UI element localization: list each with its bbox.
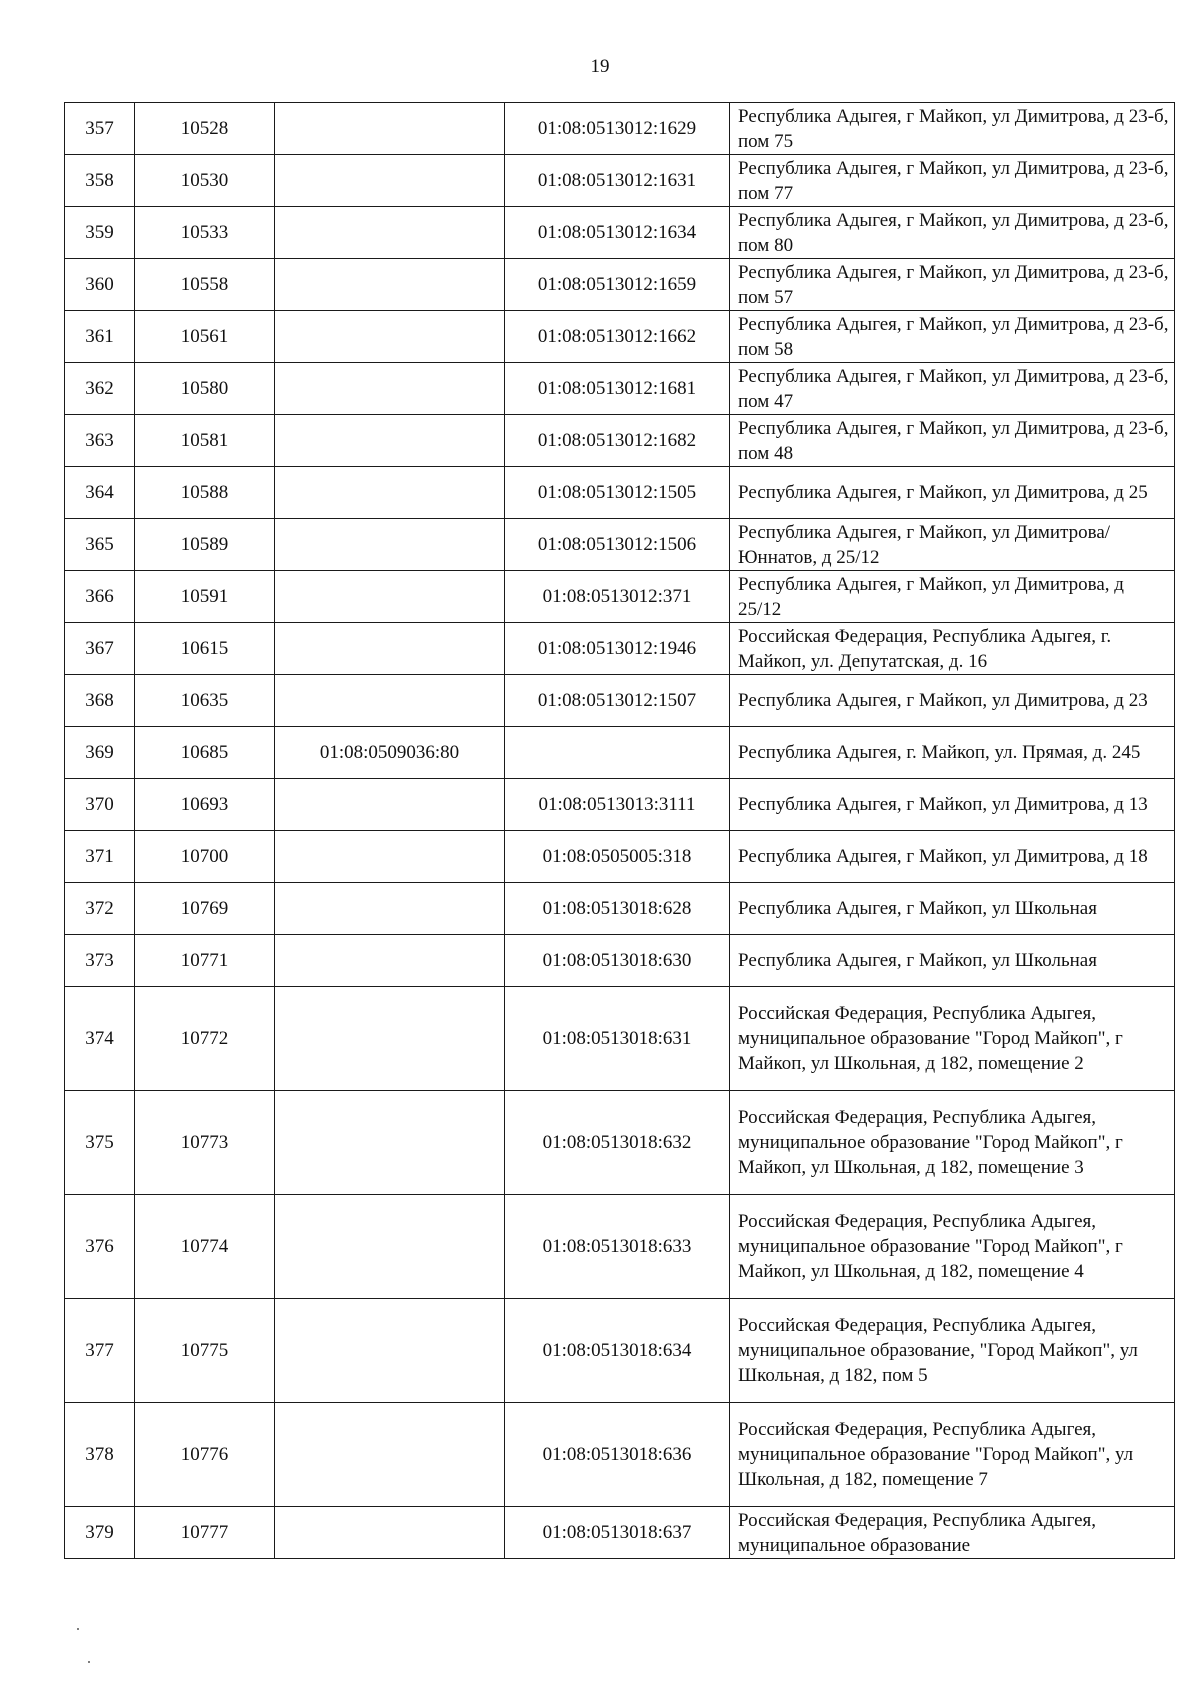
address: Республика Адыгея, г Майкоп, ул Димитрова, д 23-б, пом 47 — [730, 363, 1175, 415]
register-body — [65, 103, 1175, 1559]
table-row — [65, 935, 1175, 987]
row-number: 371 — [65, 831, 135, 883]
row-number: 369 — [65, 727, 135, 779]
object-cadastral-number: 01:08:0513012:1634 — [505, 207, 730, 259]
address: Российская Федерация, Республика Адыгея, муниципальное образование, "Город Майкоп", ул Школьная, д 182, пом 5 — [730, 1299, 1175, 1403]
object-cadastral-number: 01:08:0513018:637 — [505, 1507, 730, 1559]
address: Российская Федерация, Республика Адыгея, муниципальное образование "Город Майкоп", ул Школьная, д 182, помещение 7 — [730, 1403, 1175, 1507]
address: Российская Федерация, Республика Адыгея, муниципальное образование "Город Майкоп", г Майкоп, ул Школьная, д 182, помещение 4 — [730, 1195, 1175, 1299]
object-cadastral-number: 01:08:0513012:1506 — [505, 519, 730, 571]
row-number: 370 — [65, 779, 135, 831]
registry-number: 10777 — [135, 1507, 275, 1559]
object-cadastral-number: 01:08:0513012:371 — [505, 571, 730, 623]
object-cadastral-number: 01:08:0513013:3111 — [505, 779, 730, 831]
row-number: 378 — [65, 1403, 135, 1507]
table-row — [65, 1299, 1175, 1403]
registry-number: 10775 — [135, 1299, 275, 1403]
table-row — [65, 623, 1175, 675]
page-number: 19 — [590, 56, 610, 77]
registry-number: 10533 — [135, 207, 275, 259]
scan-speck — [88, 1661, 90, 1663]
table-row — [65, 727, 1175, 779]
land-cadastral-number — [275, 1507, 505, 1559]
object-cadastral-number: 01:08:0513012:1682 — [505, 415, 730, 467]
row-number: 367 — [65, 623, 135, 675]
address: Республика Адыгея, г Майкоп, ул Димитрова, д 25/12 — [730, 571, 1175, 623]
table-row — [65, 363, 1175, 415]
registry-number: 10530 — [135, 155, 275, 207]
row-number: 379 — [65, 1507, 135, 1559]
address: Российская Федерация, Республика Адыгея, г. Майкоп, ул. Депутатская, д. 16 — [730, 623, 1175, 675]
row-number: 363 — [65, 415, 135, 467]
registry-number: 10615 — [135, 623, 275, 675]
address: Республика Адыгея, г Майкоп, ул Димитрова, д 23 — [730, 675, 1175, 727]
registry-number: 10773 — [135, 1091, 275, 1195]
object-cadastral-number: 01:08:0513018:634 — [505, 1299, 730, 1403]
table-row — [65, 987, 1175, 1091]
land-cadastral-number — [275, 155, 505, 207]
address: Российская Федерация, Республика Адыгея, муниципальное образование — [730, 1507, 1175, 1559]
object-cadastral-number: 01:08:0513012:1662 — [505, 311, 730, 363]
address: Республика Адыгея, г Майкоп, ул Димитрова, д 23-б, пом 48 — [730, 415, 1175, 467]
table-row — [65, 779, 1175, 831]
registry-number: 10776 — [135, 1403, 275, 1507]
table-row — [65, 207, 1175, 259]
object-cadastral-number: 01:08:0513018:631 — [505, 987, 730, 1091]
row-number: 360 — [65, 259, 135, 311]
address: Республика Адыгея, г Майкоп, ул Димитрова, д 23-б, пом 57 — [730, 259, 1175, 311]
land-cadastral-number — [275, 571, 505, 623]
land-cadastral-number: 01:08:0509036:80 — [275, 727, 505, 779]
row-number: 359 — [65, 207, 135, 259]
land-cadastral-number — [275, 883, 505, 935]
row-number: 374 — [65, 987, 135, 1091]
row-number: 366 — [65, 571, 135, 623]
object-cadastral-number: 01:08:0513012:1505 — [505, 467, 730, 519]
row-number: 368 — [65, 675, 135, 727]
address: Республика Адыгея, г Майкоп, ул Димитрова, д 18 — [730, 831, 1175, 883]
table-row — [65, 571, 1175, 623]
registry-number: 10561 — [135, 311, 275, 363]
row-number: 361 — [65, 311, 135, 363]
address: Республика Адыгея, г Майкоп, ул Димитрова, д 23-б, пом 75 — [730, 103, 1175, 155]
land-cadastral-number — [275, 519, 505, 571]
property-register-table — [64, 102, 1175, 1559]
object-cadastral-number: 01:08:0513018:628 — [505, 883, 730, 935]
object-cadastral-number: 01:08:0513012:1659 — [505, 259, 730, 311]
land-cadastral-number — [275, 1091, 505, 1195]
address: Российская Федерация, Республика Адыгея, муниципальное образование "Город Майкоп", г Майкоп, ул Школьная, д 182, помещение 2 — [730, 987, 1175, 1091]
table-row — [65, 311, 1175, 363]
object-cadastral-number — [505, 727, 730, 779]
row-number: 372 — [65, 883, 135, 935]
registry-number: 10771 — [135, 935, 275, 987]
address: Республика Адыгея, г Майкоп, ул Димитрова, д 23-б, пом 80 — [730, 207, 1175, 259]
table-row — [65, 675, 1175, 727]
table-row — [65, 155, 1175, 207]
registry-number: 10769 — [135, 883, 275, 935]
row-number: 376 — [65, 1195, 135, 1299]
land-cadastral-number — [275, 311, 505, 363]
row-number: 357 — [65, 103, 135, 155]
row-number: 364 — [65, 467, 135, 519]
table-row — [65, 831, 1175, 883]
land-cadastral-number — [275, 103, 505, 155]
land-cadastral-number — [275, 259, 505, 311]
table-row — [65, 467, 1175, 519]
address: Республика Адыгея, г Майкоп, ул Димитрова, д 13 — [730, 779, 1175, 831]
object-cadastral-number: 01:08:0513018:632 — [505, 1091, 730, 1195]
row-number: 373 — [65, 935, 135, 987]
address: Республика Адыгея, г Майкоп, ул Школьная — [730, 883, 1175, 935]
object-cadastral-number: 01:08:0513012:1681 — [505, 363, 730, 415]
land-cadastral-number — [275, 935, 505, 987]
row-number: 365 — [65, 519, 135, 571]
object-cadastral-number: 01:08:0513012:1629 — [505, 103, 730, 155]
object-cadastral-number: 01:08:0513012:1507 — [505, 675, 730, 727]
land-cadastral-number — [275, 1403, 505, 1507]
object-cadastral-number: 01:08:0513018:630 — [505, 935, 730, 987]
land-cadastral-number — [275, 1299, 505, 1403]
registry-number: 10700 — [135, 831, 275, 883]
land-cadastral-number — [275, 207, 505, 259]
table-row — [65, 883, 1175, 935]
address: Республика Адыгея, г Майкоп, ул Димитрова, д 23-б, пом 77 — [730, 155, 1175, 207]
address: Республика Адыгея, г. Майкоп, ул. Прямая, д. 245 — [730, 727, 1175, 779]
table-row — [65, 415, 1175, 467]
table-row — [65, 1091, 1175, 1195]
land-cadastral-number — [275, 675, 505, 727]
land-cadastral-number — [275, 1195, 505, 1299]
table-row — [65, 1507, 1175, 1559]
address: Республика Адыгея, г Майкоп, ул Димитрова/Юннатов, д 25/12 — [730, 519, 1175, 571]
land-cadastral-number — [275, 779, 505, 831]
registry-number: 10772 — [135, 987, 275, 1091]
object-cadastral-number: 01:08:0505005:318 — [505, 831, 730, 883]
object-cadastral-number: 01:08:0513012:1946 — [505, 623, 730, 675]
registry-number: 10588 — [135, 467, 275, 519]
address: Республика Адыгея, г Майкоп, ул Димитрова, д 23-б, пом 58 — [730, 311, 1175, 363]
object-cadastral-number: 01:08:0513018:636 — [505, 1403, 730, 1507]
row-number: 375 — [65, 1091, 135, 1195]
table-row — [65, 519, 1175, 571]
registry-number: 10589 — [135, 519, 275, 571]
registry-number: 10558 — [135, 259, 275, 311]
row-number: 358 — [65, 155, 135, 207]
table-row — [65, 1195, 1175, 1299]
row-number: 377 — [65, 1299, 135, 1403]
land-cadastral-number — [275, 623, 505, 675]
land-cadastral-number — [275, 467, 505, 519]
registry-number: 10774 — [135, 1195, 275, 1299]
registry-number: 10581 — [135, 415, 275, 467]
address: Республика Адыгея, г Майкоп, ул Димитрова, д 25 — [730, 467, 1175, 519]
table-row — [65, 103, 1175, 155]
registry-number: 10528 — [135, 103, 275, 155]
registry-number: 10580 — [135, 363, 275, 415]
registry-number: 10693 — [135, 779, 275, 831]
land-cadastral-number — [275, 987, 505, 1091]
registry-number: 10635 — [135, 675, 275, 727]
scan-speck — [77, 1628, 79, 1630]
address: Российская Федерация, Республика Адыгея, муниципальное образование "Город Майкоп", г Майкоп, ул Школьная, д 182, помещение 3 — [730, 1091, 1175, 1195]
land-cadastral-number — [275, 831, 505, 883]
table-row — [65, 1403, 1175, 1507]
row-number: 362 — [65, 363, 135, 415]
registry-number: 10591 — [135, 571, 275, 623]
land-cadastral-number — [275, 363, 505, 415]
address: Республика Адыгея, г Майкоп, ул Школьная — [730, 935, 1175, 987]
object-cadastral-number: 01:08:0513018:633 — [505, 1195, 730, 1299]
registry-number: 10685 — [135, 727, 275, 779]
object-cadastral-number: 01:08:0513012:1631 — [505, 155, 730, 207]
table-row — [65, 259, 1175, 311]
land-cadastral-number — [275, 415, 505, 467]
